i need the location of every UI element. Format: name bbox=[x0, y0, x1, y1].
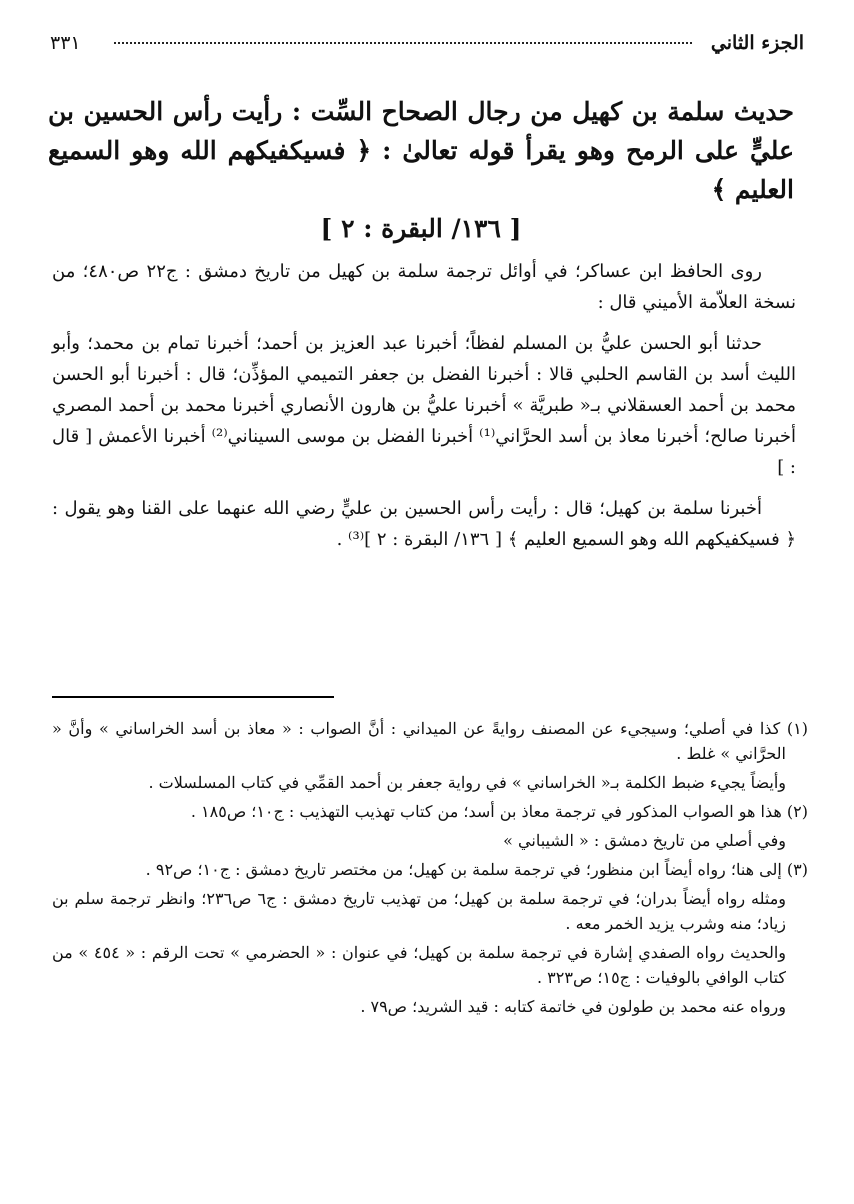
paragraph: أخبرنا سلمة بن كهيل؛ قال : رأيت رأس الحسين بن عليٍّ رضي الله عنهما على القنا وهو يقول : ﴿ فسيكفيكهم الله وهو السميع العليم ﴾ [ ١٣٦/ البقرة : ٢ ]⁽³⁾ . bbox=[52, 498, 796, 550]
footnote-line: وأيضاً يجيء ضبط الكلمة بـ« الخراساني » في رواية جعفر بن أحمد القمِّي في كتاب المسلسلات . bbox=[148, 773, 786, 792]
section-title-text: حديث سلمة بن كهيل من رجال الصحاح السِّت : رأيت رأس الحسين بن عليٍّ على الرمح وهو يقرأ قوله تعالىٰ : ﴿ فسيكفيكهم الله وهو السميع العليم ﴾ bbox=[48, 97, 794, 204]
footnote-separator bbox=[52, 696, 334, 698]
paragraph: روى الحافظ ابن عساكر؛ في أوائل ترجمة سلمة بن كهيل من تاريخ دمشق : ج٢٢ ص٤٨٠؛ من نسخة العلاّمة الأميني قال : bbox=[52, 261, 796, 313]
footnote-line: ورواه عنه محمد بن طولون في خاتمة كتابه : قيد الشريد؛ ص٧٩ . bbox=[360, 997, 786, 1016]
part-label: الجزء الثاني bbox=[710, 32, 804, 54]
leader-dots bbox=[114, 42, 692, 44]
footnote-line: والحديث رواه الصفدي إشارة في ترجمة سلمة بن كهيل؛ في عنوان : « الحضرمي » تحت الرقم : « ٤٥٤ » من كتاب الوافي بالوفيات : ج١٥؛ ص٣٢٣ . bbox=[52, 943, 787, 987]
main-text bbox=[52, 256, 796, 565]
footnote-line: وفي أصلي من تاريخ دمشق : « الشيباني » bbox=[503, 831, 786, 850]
running-header bbox=[50, 28, 804, 62]
footnote-line: (٢) هذا هو الصواب المذكور في ترجمة معاذ بن أسد؛ من كتاب تهذيب التهذيب : ج١٠؛ ص١٨٥ . bbox=[190, 802, 808, 821]
section-title bbox=[48, 92, 794, 248]
footnote-line: (١) كذا في أصلي؛ وسيجيء عن المصنف روايةً عن الميداني : أنَّ الصواب : « معاذ بن أسد الخراساني » وأنَّ « الحرَّاني » غلط . bbox=[52, 719, 808, 763]
footnote-line: ومثله رواه أيضاً بدران؛ في ترجمة سلمة بن كهيل؛ من تهذيب تاريخ دمشق : ج٦ ص٢٣٦؛ وانظر ترجمة سلم بن زياد؛ منه وشرب يزيد الخمر معه . bbox=[52, 889, 787, 933]
section-title-reference: [ ١٣٦/ البقرة : ٢ ] bbox=[320, 214, 522, 243]
page-number: ٣٣١ bbox=[50, 32, 81, 54]
paragraph: حدثنا أبو الحسن عليُّ بن المسلم لفظاً؛ أخبرنا عبد العزيز بن أحمد؛ أخبرنا تمام بن محمد؛ وأبو الليث أسد بن القاسم الحلبي قالا : أخبرنا الفضل بن جعفر التميمي المؤذِّن؛ قال : أخبرنا أبو الحسن محمد بن أحمد العسقلاني بـ« طبريَّة » أخبرنا عليُّ بن هارون الأنصاري أخبرنا محمد بن أحمد المصري أخبرنا صالح؛ أخبرنا معاذ بن أسد الحرَّاني⁽¹⁾ أخبرنا الفضل بن موسى السيناني⁽²⁾ أخبرنا الأعمش [ قال : ] bbox=[52, 333, 797, 478]
footnote-line: (٣) إلى هنا؛ رواه أيضاً ابن منظور؛ في ترجمة سلمة بن كهيل؛ من مختصر تاريخ دمشق : ج١٠؛ ص٩٢ . bbox=[145, 860, 808, 879]
footnotes bbox=[52, 716, 808, 1023]
